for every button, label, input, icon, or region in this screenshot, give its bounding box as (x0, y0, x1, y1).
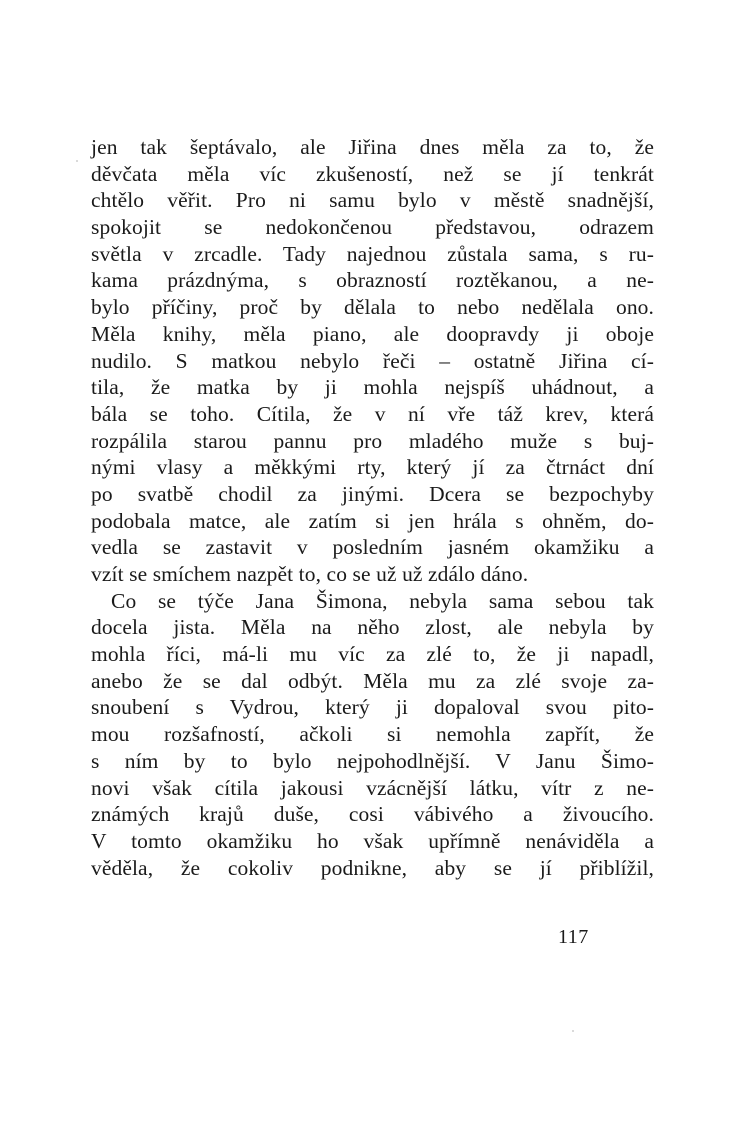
text-line: Měla knihy, měla piano, ale doopravdy ji oboje (91, 321, 654, 346)
text-line: s ním by to bylo nejpohodlnější. V Janu Šimo- (91, 748, 654, 773)
text-line: novi však cítila jakousi vzácnější látku, vítr z ne- (91, 775, 654, 800)
text-line: chtělo věřit. Pro ni samu bylo v městě snadnější, (91, 188, 654, 213)
text-line: bála se toho. Cítila, že v ní vře táž krev, která (91, 401, 654, 426)
text-line: tila, že matka by ji mohla nejspíš uhádnout, a (91, 375, 654, 400)
scan-speck (76, 160, 78, 162)
text-line: V tomto okamžiku ho však upřímně nenáviděla a (91, 828, 654, 853)
scan-speck (572, 1030, 574, 1032)
text-line: kama prázdnýma, s obrazností roztěkanou, a ne- (91, 268, 654, 293)
text-line: věděla, že cokoliv podnikne, aby se jí přiblížil, (91, 855, 654, 880)
body-text (91, 134, 654, 881)
text-line: podobala matce, ale zatím si jen hrála s ohněm, do- (91, 508, 654, 533)
text-line: bylo příčiny, proč by dělala to nebo nedělala ono. (91, 295, 654, 320)
text-line: rozpálila starou pannu pro mladého muže s buj- (91, 428, 654, 453)
text-line: mou rozšafností, ačkoli si nemohla zapřít, že (91, 722, 654, 747)
text-line: snoubení s Vydrou, který ji dopaloval svou pito- (91, 695, 654, 720)
text-line: světla v zrcadle. Tady najednou zůstala sama, s ru- (91, 241, 654, 266)
text-line: spokojit se nedokončenou představou, odrazem (91, 215, 654, 240)
text-line: anebo že se dal odbýt. Měla mu za zlé svoje za- (91, 668, 654, 693)
text-line: nudilo. S matkou nebylo řeči – ostatně Jiřina cí- (91, 348, 654, 373)
text-line-paragraph-start: Co se týče Jana Šimona, nebyla sama sebou tak (111, 588, 654, 613)
text-line: nými vlasy a měkkými rty, který jí za čtrnáct dní (91, 455, 654, 480)
text-line: docela jista. Měla na něho zlost, ale nebyla by (91, 615, 654, 640)
text-line: děvčata měla víc zkušeností, než se jí tenkrát (91, 161, 654, 186)
page-number: 117 (558, 926, 589, 948)
text-line: známých krajů duše, cosi vábivého a živoucího. (91, 802, 654, 827)
text-line: jen tak šeptávalo, ale Jiřina dnes měla za to, že (91, 135, 654, 159)
text-line: po svatbě chodil za jinými. Dcera se bezpochyby (91, 481, 654, 506)
text-line: mohla říci, má-li mu víc za zlé to, že ji napadl, (91, 642, 654, 667)
text-line: vedla se zastavit v posledním jasném okamžiku a (91, 535, 654, 560)
text-line: vzít se smíchem nazpět to, co se už už zdálo dáno. (91, 562, 529, 586)
